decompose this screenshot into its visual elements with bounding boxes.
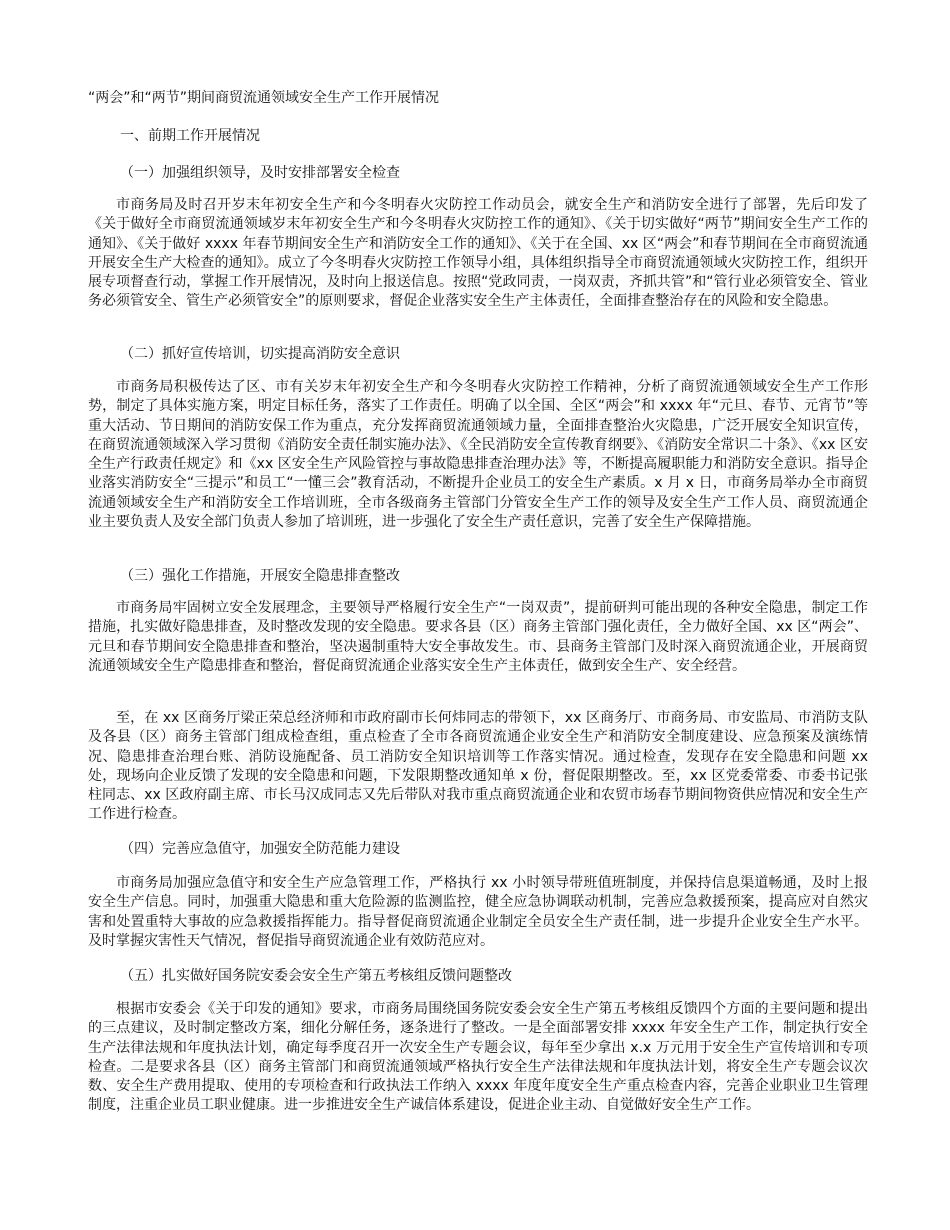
paragraph-3-1: 市商务局牢固树立安全发展理念，主要领导严格履行安全生产“一岗双责”，提前研判可能出现的各种安全隐患，制定工作措施，扎实做好隐患排查，及时整改发现的安全隐患。要求各县（区）商务主管部门强化责任，全力做好全国、xx 区“两会”、元旦和春节期间安全隐患排查和整治，坚决遏制重特大安全事故发生。市、县商务主管部门及时深入商贸流通企业，开展商贸流通领域安全生产隐患排查和整治，督促商贸流通企业落实安全生产主体责任，做到安全生产、安全经营。 xyxy=(88,600,868,674)
subsection-heading-5: （五）扎实做好国务院安委会安全生产第五考核组反馈问题整改 xyxy=(120,968,512,984)
subsection-heading-4: （四）完善应急值守，加强安全防范能力建设 xyxy=(120,841,400,857)
subsection-heading-1: （一）加强组织领导，及时安排部署安全检查 xyxy=(120,165,400,181)
document-title: “两会”和“两节”期间商贸流通领域安全生产工作开展情况 xyxy=(88,90,440,106)
paragraph-1-1: 市商务局及时召开岁末年初安全生产和今冬明春火灾防控工作动员会，就安全生产和消防安全进行了部署，先后印发了《关于做好全市商贸流通领域岁末年初安全生产和今冬明春火灾防控工作的通知》、《关于切实做好“两节”期间安全生产工作的通知》、《关于做好 xxxx 年春节期间安全生产和消防安全工作的通知》、《关于在全国、xx 区“两会”和春节期间在全市商贸流通开展安全生产大检查的通知》。成立了今冬明春火灾防控工作领导小组，具体组织指导全市商贸流通领域火灾防控工作，组织开展专项督查行动，掌握工作开展情况，及时向上报送信息。按照“党政同责，一岗双责，齐抓共管”和“管行业必须管安全、管业务必须管安全、管生产必须管安全”的原则要求，督促企业落实安全生产主体责任，全面排查整治存在的风险和安全隐患。 xyxy=(88,197,868,310)
paragraph-4-1: 市商务局加强应急值守和安全生产应急管理工作，严格执行 xx 小时领导带班值班制度，并保持信息渠道畅通，及时上报安全生产信息。同时，加强重大隐患和重大危险源的监测监控，健全应急协调联动机制，完善应急救援预案，提高应对自然灾害和处置重特大事故的应急救援指挥能力。指导督促商贸流通企业制定全员安全生产责任制，进一步提升企业安全生产水平。及时掌握灾害性天气情况，督促指导商贸流通企业有效防范应对。 xyxy=(88,875,868,949)
subsection-heading-3: （三）强化工作措施，开展安全隐患排查整改 xyxy=(120,568,400,584)
subsection-heading-2: （二）抓好宣传培训，切实提高消防安全意识 xyxy=(120,346,400,362)
section-heading-1: 一、前期工作开展情况 xyxy=(120,128,260,144)
paragraph-3-2: 至，在 xx 区商务厅梁正荣总经济师和市政府副市长何炜同志的带领下，xx 区商务厅、市商务局、市安监局、市消防支队及各县（区）商务主管部门组成检查组，重点检查了全市各商贸流通企业安全生产和消防安全制度建设、应急预案及演练情况、隐患排查治理台账、消防设施配备、员工消防安全知识培训等工作落实情况。通过检查，发现存在安全隐患和问题 xx 处，现场向企业反馈了发现的安全隐患和问题，下发限期整改通知单 x 份，督促限期整改。至，xx 区党委常委、市委书记张柱同志、xx 区政府副主席、市长马汉成同志又先后带队对我市重点商贸流通企业和农贸市场春节期间物资供应情况和安全生产工作进行检查。 xyxy=(88,710,868,823)
paragraph-5-1: 根据市安委会《关于印发的通知》要求，市商务局围绕国务院安委会安全生产第五考核组反馈四个方面的主要问题和提出的三点建议，及时制定整改方案，细化分解任务，逐条进行了整改。一是全面部署安排 xxxx 年安全生产工作，制定执行安全生产法律法规和年度执法计划，确定每季度召开一次安全生产专题会议，每年至少拿出 x.x 万元用于安全生产宣传培训和专项检查。二是要求各县（区）商务主管部门和商贸流通领域严格执行安全生产法律法规和年度执法计划，将安全生产专题会议次数、安全生产费用提取、使用的专项检查和行政执法工作纳入 xxxx 年度年度安全生产重点检查内容，完善企业职业卫生管理制度，注重企业员工职业健康。进一步推进安全生产诚信体系建设，促进企业主动、自觉做好安全生产工作。 xyxy=(88,1001,868,1114)
paragraph-2-1: 市商务局积极传达了区、市有关岁末年初安全生产和今冬明春火灾防控工作精神，分析了商贸流通领域安全生产工作形势，制定了具体实施方案，明定目标任务，落实了工作责任。明确了以全国、全区“两会”和 xxxx 年“元旦、春节、元宵节”等重大活动、节日期间的消防安保工作为重点，充分发挥商贸流通领域力量，全面排查整治火灾隐患，广泛开展安全知识宣传，在商贸流通领域深入学习贯彻《消防安全责任制实施办法》、《全民消防安全宣传教育纲要》、《消防安全常识二十条》、《xx 区安全生产行政责任规定》和《xx 区安全生产风险管控与事故隐患排查治理办法》等，不断提高履职能力和消防安全意识。指导企业落实消防安全“三提示”和员工“一懂三会”教育活动，不断提升企业员工的安全生产素质。x 月 x 日，市商务局举办全市商贸流通领域安全生产和消防安全工作培训班，全市各级商务主管部门分管安全生产工作的领导及安全生产工作人员、商贸流通企业主要负责人及安全部门负责人参加了培训班，进一步强化了安全生产责任意识，完善了安全生产保障措施。 xyxy=(88,379,868,531)
